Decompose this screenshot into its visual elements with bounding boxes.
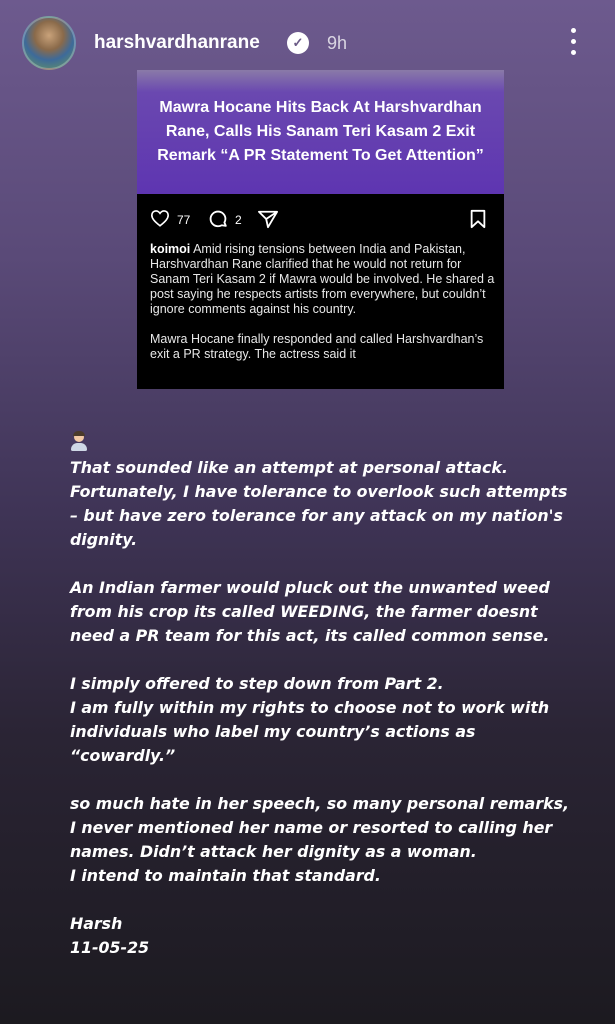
verified-badge-icon: ✓ <box>287 32 309 54</box>
story-line: I never mentioned her name or resorted to calling her names. Didn’t attack her dignity as a woman. <box>70 818 553 861</box>
bookmark-icon[interactable] <box>469 209 487 229</box>
signature-name: Harsh <box>70 914 123 933</box>
post-caption <box>150 242 495 377</box>
more-vertical-icon <box>571 28 576 33</box>
comment-icon[interactable] <box>207 208 229 230</box>
shared-post-card[interactable] <box>137 70 504 389</box>
post-time: 9h <box>327 33 348 53</box>
story-paragraph-4 <box>70 792 570 888</box>
caption-paragraph <box>150 242 495 317</box>
story-line: so much hate in her speech, so many personal remarks, <box>70 794 570 813</box>
signature-date: 11-05-25 <box>70 938 150 957</box>
username[interactable]: harshvardhanrane <box>94 32 260 53</box>
avatar[interactable] <box>22 16 76 70</box>
story-paragraph-1: That sounded like an attempt at personal attack. Fortunately, I have tolerance to overlook such attempts – but have zero tolerance for any attack on my nation's dignity. <box>70 458 568 549</box>
likes-count: 77 <box>177 213 191 227</box>
story-line: I intend to maintain that standard. <box>70 866 381 885</box>
signature <box>70 912 570 960</box>
story-line: I simply offered to step down from Part 2. <box>70 674 444 693</box>
story-paragraph-3 <box>70 672 570 768</box>
story-line: I am fully within my rights to choose not to work with individuals who label my country’s actions as “cowardly.” <box>70 698 550 765</box>
caption-text-continued: Mawra Hocane finally responded and called Harshvardhan’s exit a PR strategy. The actress said it <box>150 332 484 361</box>
send-icon[interactable] <box>257 209 279 229</box>
comments-count: 2 <box>235 213 242 227</box>
heart-icon[interactable] <box>150 209 170 227</box>
person-shrugging-icon <box>70 432 88 452</box>
caption-text: Amid rising tensions between India and Pakistan, Harshvardhan Rane clarified that he would not return for Sanam Teri Kasam 2 if Mawra would be involved. He shared a post saying he respects artists from everywhere, but couldn’t ignore comments against his country. <box>150 242 495 316</box>
post-banner <box>137 70 504 194</box>
post-headline: Mawra Hocane Hits Back At Harshvardhan Rane, Calls His Sanam Teri Kasam 2 Exit Remark “A PR Statement To Get Attention” <box>157 99 484 164</box>
story-text-overlay <box>70 432 570 984</box>
caption-handle[interactable]: koimoi <box>150 242 191 256</box>
story-paragraph-2: An Indian farmer would pluck out the unwanted weed from his crop its called WEEDING, the farmer doesnt need a PR team for this act, its called common sense. <box>70 578 550 645</box>
post-action-row <box>137 204 504 234</box>
more-options-button[interactable] <box>560 26 586 58</box>
